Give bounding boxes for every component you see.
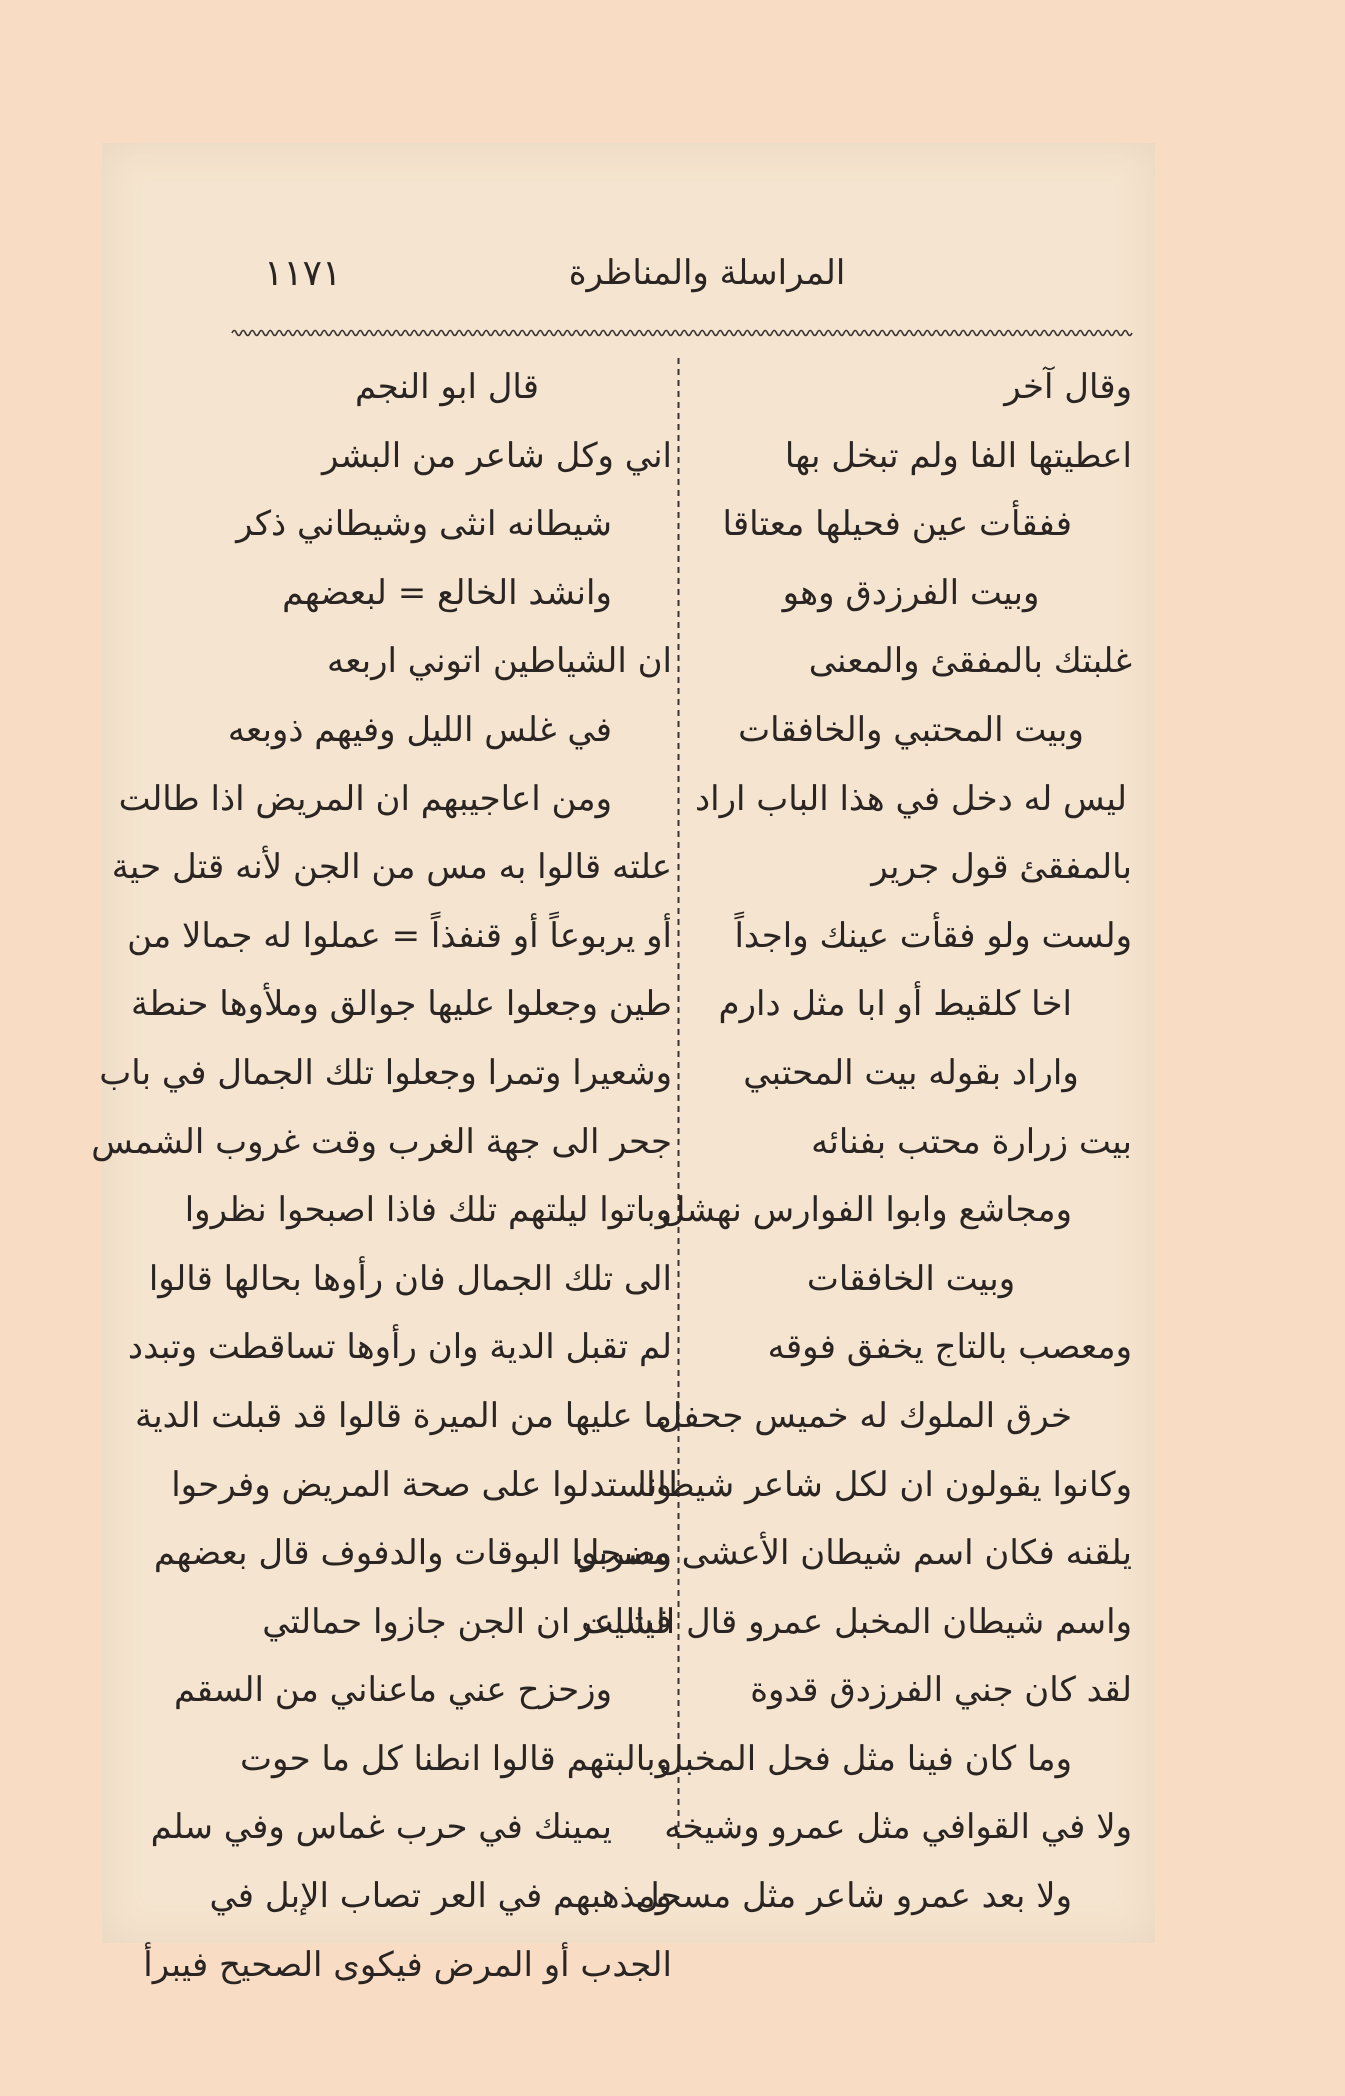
text-line: وضربوا البوقات والدفوف قال بعضهم bbox=[153, 1533, 672, 1574]
text-line: طين وجعلوا عليها جوالق وملأوها حنطة bbox=[131, 984, 672, 1025]
text-line: يمينك في حرب غماس وفي سلم bbox=[150, 1807, 612, 1848]
text-line: الى تلك الجمال فان رأوها بحالها قالوا bbox=[148, 1258, 672, 1299]
left-column bbox=[91, 353, 672, 1999]
text-line: فياليت ان الجن جازوا حمالتي bbox=[262, 1601, 672, 1642]
text-line: ما عليها من الميرة قالوا قد قبلت الدية bbox=[134, 1395, 672, 1436]
text-line: علته قالوا به مس من الجن لأنه قتل حية bbox=[111, 847, 672, 888]
text-line: اعطيتها الفا ولم تبخل بها bbox=[784, 435, 1132, 476]
text-line: وما كان فينا مثل فحل المخبل bbox=[658, 1738, 1072, 1779]
text-line: أو يربوعاً أو قنفذاً = عملوا له جمالا من bbox=[127, 915, 672, 956]
text-line: وزحزح عني ماعناني من السقم bbox=[173, 1670, 612, 1711]
text-line: غلبتك بالمفقئ والمعنى bbox=[808, 641, 1132, 682]
wavy-header-rule bbox=[232, 326, 1132, 340]
text-line: وبيت الخافقات bbox=[806, 1258, 1016, 1299]
text-line: وقال آخر bbox=[1004, 367, 1132, 407]
text-line: اخا كلقيط أو ابا مثل دارم bbox=[718, 984, 1072, 1025]
text-line: ومذهبهم في العر تصاب الإبل في bbox=[209, 1876, 672, 1917]
text-line: الجدب أو المرض فيكوى الصحيح فيبرأ bbox=[143, 1944, 672, 1985]
text-line: يلقنه فكان اسم شيطان الأعشى مسحل bbox=[574, 1533, 1132, 1574]
text-line: وبيت الفرزدق وهو bbox=[782, 572, 1040, 613]
scanned-page bbox=[91, 143, 1155, 1985]
text-line: ولا في القوافي مثل عمرو وشيخه bbox=[664, 1807, 1132, 1848]
text-line: ومعصب بالتاج يخفق فوقه bbox=[767, 1327, 1132, 1368]
text-line: ففقأت عين فحيلها معتاقا bbox=[722, 504, 1072, 545]
text-line: وشعيرا وتمرا وجعلوا تلك الجمال في باب bbox=[99, 1052, 672, 1093]
text-line: وبالبتهم قالوا انطنا كل ما حوت bbox=[240, 1738, 672, 1779]
text-line: ومجاشع وابوا الفوارس نهشل bbox=[660, 1190, 1072, 1231]
text-line: شيطانه انثى وشيطاني ذكر bbox=[236, 504, 612, 545]
text-line: لم تقبل الدية وان رأوها تساقطت وتبدد bbox=[127, 1327, 672, 1368]
text-line: ليس له دخل في هذا الباب اراد bbox=[694, 778, 1127, 819]
text-line: في غلس الليل وفيهم ذوبعه bbox=[227, 709, 612, 750]
text-line: ان الشياطين اتوني اربعه bbox=[326, 641, 672, 682]
text-line: ولا بعد عمرو شاعر مثل مسحل bbox=[634, 1876, 1072, 1917]
text-line: واراد بقوله بيت المحتبي bbox=[743, 1052, 1079, 1093]
text-line: لقد كان جني الفرزدق قدوة bbox=[750, 1670, 1132, 1711]
text-line: بالمفقئ قول جرير bbox=[871, 847, 1132, 888]
text-line: جحر الى جهة الغرب وقت غروب الشمس bbox=[91, 1121, 672, 1162]
text-line: ومن اعاجيبهم ان المريض اذا طالت bbox=[118, 778, 612, 819]
text-line: وباتوا ليلتهم تلك فاذا اصبحوا نظروا bbox=[184, 1190, 672, 1231]
running-title: المراسلة والمناظرة bbox=[568, 253, 846, 293]
text-line: وانشد الخالع = لبعضهم bbox=[282, 572, 612, 613]
text-line: ولست ولو فقأت عينك واجداً bbox=[734, 915, 1132, 956]
text-line: واسم شيطان المخبل عمرو قال الشاعر bbox=[575, 1601, 1132, 1642]
right-column bbox=[574, 353, 1132, 1931]
text-line: واستدلوا على صحة المريض وفرحوا bbox=[171, 1464, 672, 1505]
text-line: بيت زرارة محتب بفنائه bbox=[811, 1121, 1132, 1162]
text-line: وكانوا يقولون ان لكل شاعر شيطانا bbox=[637, 1464, 1132, 1505]
text-line: وبيت المحتبي والخافقات bbox=[738, 709, 1084, 750]
text-line: خرق الملوك له خميس جحفل bbox=[657, 1395, 1072, 1436]
text-line: قال ابو النجم bbox=[354, 367, 540, 407]
page-number: ١١٧١ bbox=[264, 253, 342, 294]
text-line: اني وكل شاعر من البشر bbox=[322, 435, 672, 476]
page-header bbox=[102, 253, 1155, 313]
